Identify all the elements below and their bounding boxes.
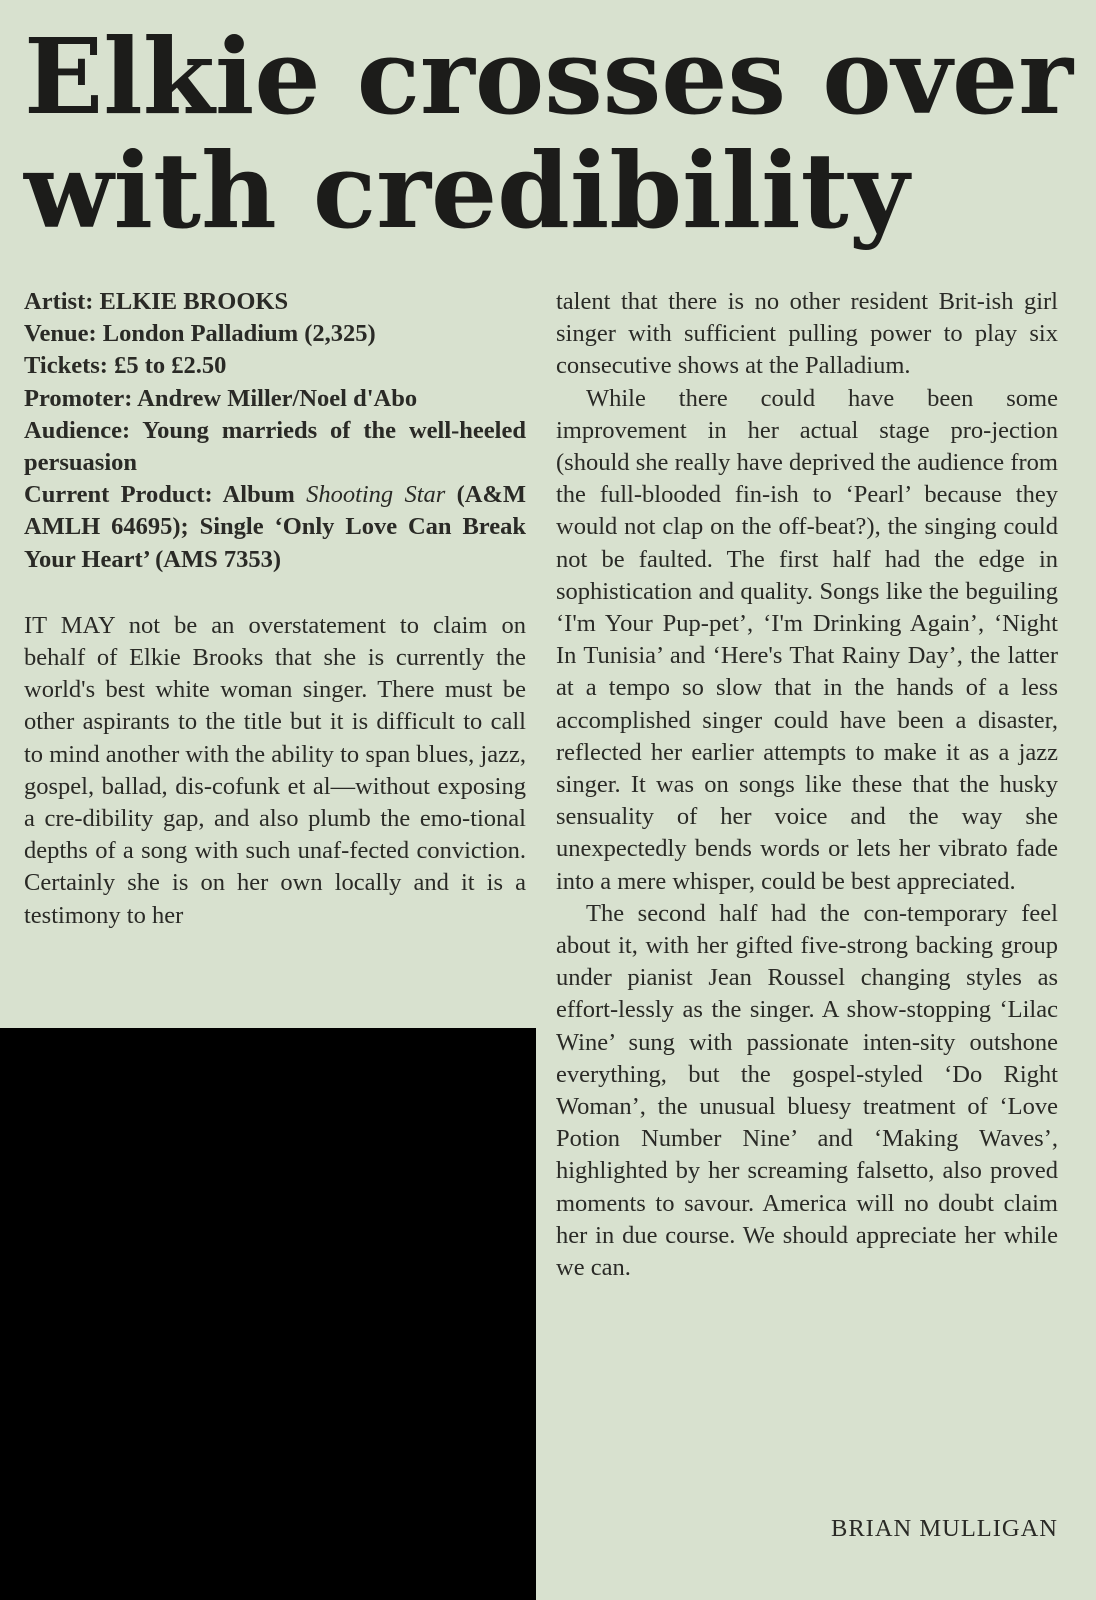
info-venue [24,318,526,350]
headline: Elkie crosses over with credibility [24,15,1073,252]
left-column [24,286,526,932]
review-info-box [24,286,526,576]
info-tickets [24,350,526,382]
info-artist-value: ELKIE BROOKS [99,288,289,315]
redacted-black-area [0,1028,536,1600]
info-tickets-label: Tickets: [24,352,115,380]
body-paragraph-2: While there could have been some improvement in her actual stage pro-jection (should she really have deprived the audience from the full-blooded fin-ish to ‘Pearl’ because they would not clap on the off-beat?), the singing could not be faulted. The first half had the edge in sophistication and quality. Songs like the beguiling ‘I'm Your Pup-pet’, ‘I'm Drinking Again’, ‘Night In Tunisia’ and ‘Here's That Rainy Day’, the latter at a tempo so slow that in the hands of a less accomplished singer could have been a disaster, reflected her earlier attempts to make it as a jazz singer. It was on songs like these that the husky sensuality of her voice and the way she unexpectedly bends words or lets her vibrato fade into a mere whisper, could be best appreciated. [556,384,1058,895]
info-album-title: Shooting Star [306,481,446,509]
info-artist-label: Artist: [24,288,100,315]
body-paragraph-1-part-1: IT MAY not be an overstatement to claim on behalf of Elkie Brooks that she is currently the world's best white woman singer. There must be other aspirants to the title but it is difficult to call to mind another with the ability to span blues, jazz, gospel, ballad, dis-cofunk et al—without exposing a cre-dibility gap, and also plumb the emo-tional depths of a song with such unaf-fected conviction. Certainly she is on her own locally and it is a testimony to her [24,611,526,929]
info-product-prefix: Album [222,481,307,509]
info-audience-value: Young marrieds of the well-heeled persuasion [24,416,526,477]
info-promoter-label: Promoter: [24,384,138,412]
info-promoter-value: Andrew Miller/Noel d'Abo [137,384,418,412]
info-venue-label: Venue: [24,320,103,348]
right-column [556,286,1058,1284]
info-promoter [24,383,526,415]
info-current-product [24,479,526,576]
info-audience [24,415,526,479]
info-venue-value: London Palladium (2,325) [102,320,376,348]
info-audience-label: Audience: [24,416,143,444]
body-paragraph-3: The second half had the con-temporary feel about it, with her gifted five-strong backing group under pianist Jean Roussel changing styles as effort-lessly as the singer. A show-stopping ‘Lilac Wine’ sung with passionate inten-sity outshone everything, but the gospel-styled ‘Do Right Woman’, the unusual bluesy treatment of ‘Love Potion Number Nine’ and ‘Making Waves’, highlighted by her screaming falsetto, also proved moments to savour. America will no doubt claim her in due course. We should appreciate her while we can. [556,899,1058,1282]
info-product-rest: (A&M AMLH 64695); Single ‘Only Love Can Break Your Heart’ (AMS 7353) [24,481,526,573]
info-artist [24,286,526,318]
byline: BRIAN MULLIGAN [831,1515,1058,1542]
body-paragraph-1-part-2: talent that there is no other resident Brit-ish girl singer with sufficient pulling power to play six consecutive shows at the Palladium. [556,288,1058,380]
info-tickets-value: £5 to £2.50 [114,352,227,380]
info-product-label: Current Product: [24,481,223,509]
